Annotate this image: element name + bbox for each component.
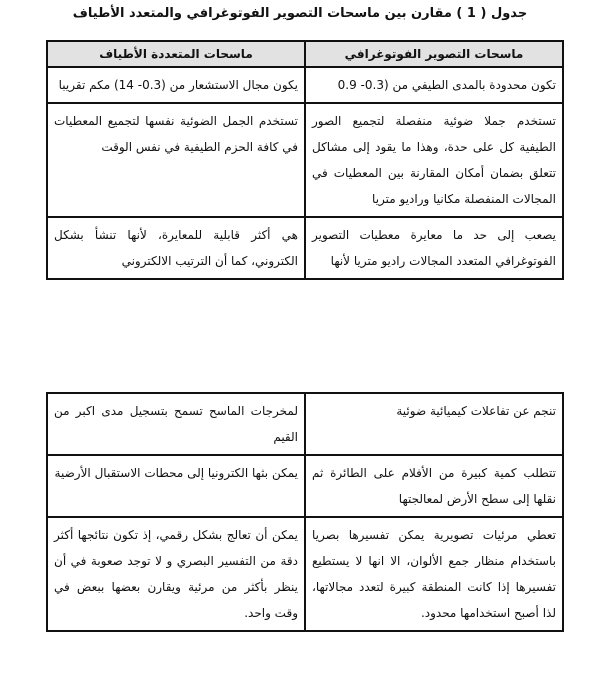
table-row — [47, 103, 563, 217]
table-row — [47, 67, 563, 103]
table-row — [47, 517, 563, 631]
table-cell: يصعب إلى حد ما معايرة معطيات التصوير الفوتوغرافي المتعدد المجالات راديو متريا لأنها — [305, 217, 563, 279]
table-cell: هي أكثر قابلية للمعايرة، لأنها تنشأ بشكل الكتروني، كما أن الترتيب الالكتروني — [47, 217, 305, 279]
table-cell: تستخدم جملا ضوئية منفصلة لتجميع الصور الطيفية كل على حدة، وهذا ما يقود إلى مشاكل تتعلق بضمان أمكان المقارنة بين المعطيات في المجالات المنفصلة مكانيا وراديو متريا — [305, 103, 563, 217]
table-cell: تنجم عن تفاعلات كيميائية ضوئية — [305, 393, 563, 455]
table-cell: يكون مجال الاستشعار من (0.3- 14) مكم تقريبا — [47, 67, 305, 103]
table-cell: يمكن بثها الكترونيا إلى محطات الاستقبال الأرضية — [47, 455, 305, 517]
comparison-table-1 — [46, 40, 564, 280]
table-cell: تعطي مرئيات تصويرية يمكن تفسيرها بصريا باستخدام منظار جمع الألوان، الا انها لا يستطيع تفسيرها إذا كانت المنطقة كبيرة لتعدد مجالاتها، لذا أصبح استخدامها محدود. — [305, 517, 563, 631]
table-cell: يمكن أن تعالج بشكل رقمي، إذ تكون نتائجها أكثر دقة من التفسير البصري و لا توجد صعوبة في أن ينظر بأكثر من مرئية ويقارن بعضها ببعض في وقت واحد. — [47, 517, 305, 631]
table-row — [47, 217, 563, 279]
table-cell: لمخرجات الماسح تسمح بتسجيل مدى اكبر من القيم — [47, 393, 305, 455]
table-header-row — [47, 41, 563, 67]
header-photographic-scanners: ماسحات التصوير الفوتوغرافي — [305, 41, 563, 67]
table-cell: تتطلب كمية كبيرة من الأفلام على الطائرة ثم نقلها إلى سطح الأرض لمعالجتها — [305, 455, 563, 517]
table-cell: تكون محدودة بالمدى الطيفي من (0.3- 0.9 — [305, 67, 563, 103]
table-row — [47, 393, 563, 455]
table-row — [47, 455, 563, 517]
table-cell: تستخدم الجمل الضوئية نفسها لتجميع المعطيات في كافة الحزم الطيفية في نفس الوقت — [47, 103, 305, 217]
comparison-table-2 — [46, 392, 564, 632]
table-caption: جدول ( 1 ) مقارن بين ماسحات التصوير الفوتوغرافي والمتعدد الأطياف — [72, 6, 528, 21]
header-multispectral-scanners: ماسحات المتعددة الأطياف — [47, 41, 305, 67]
